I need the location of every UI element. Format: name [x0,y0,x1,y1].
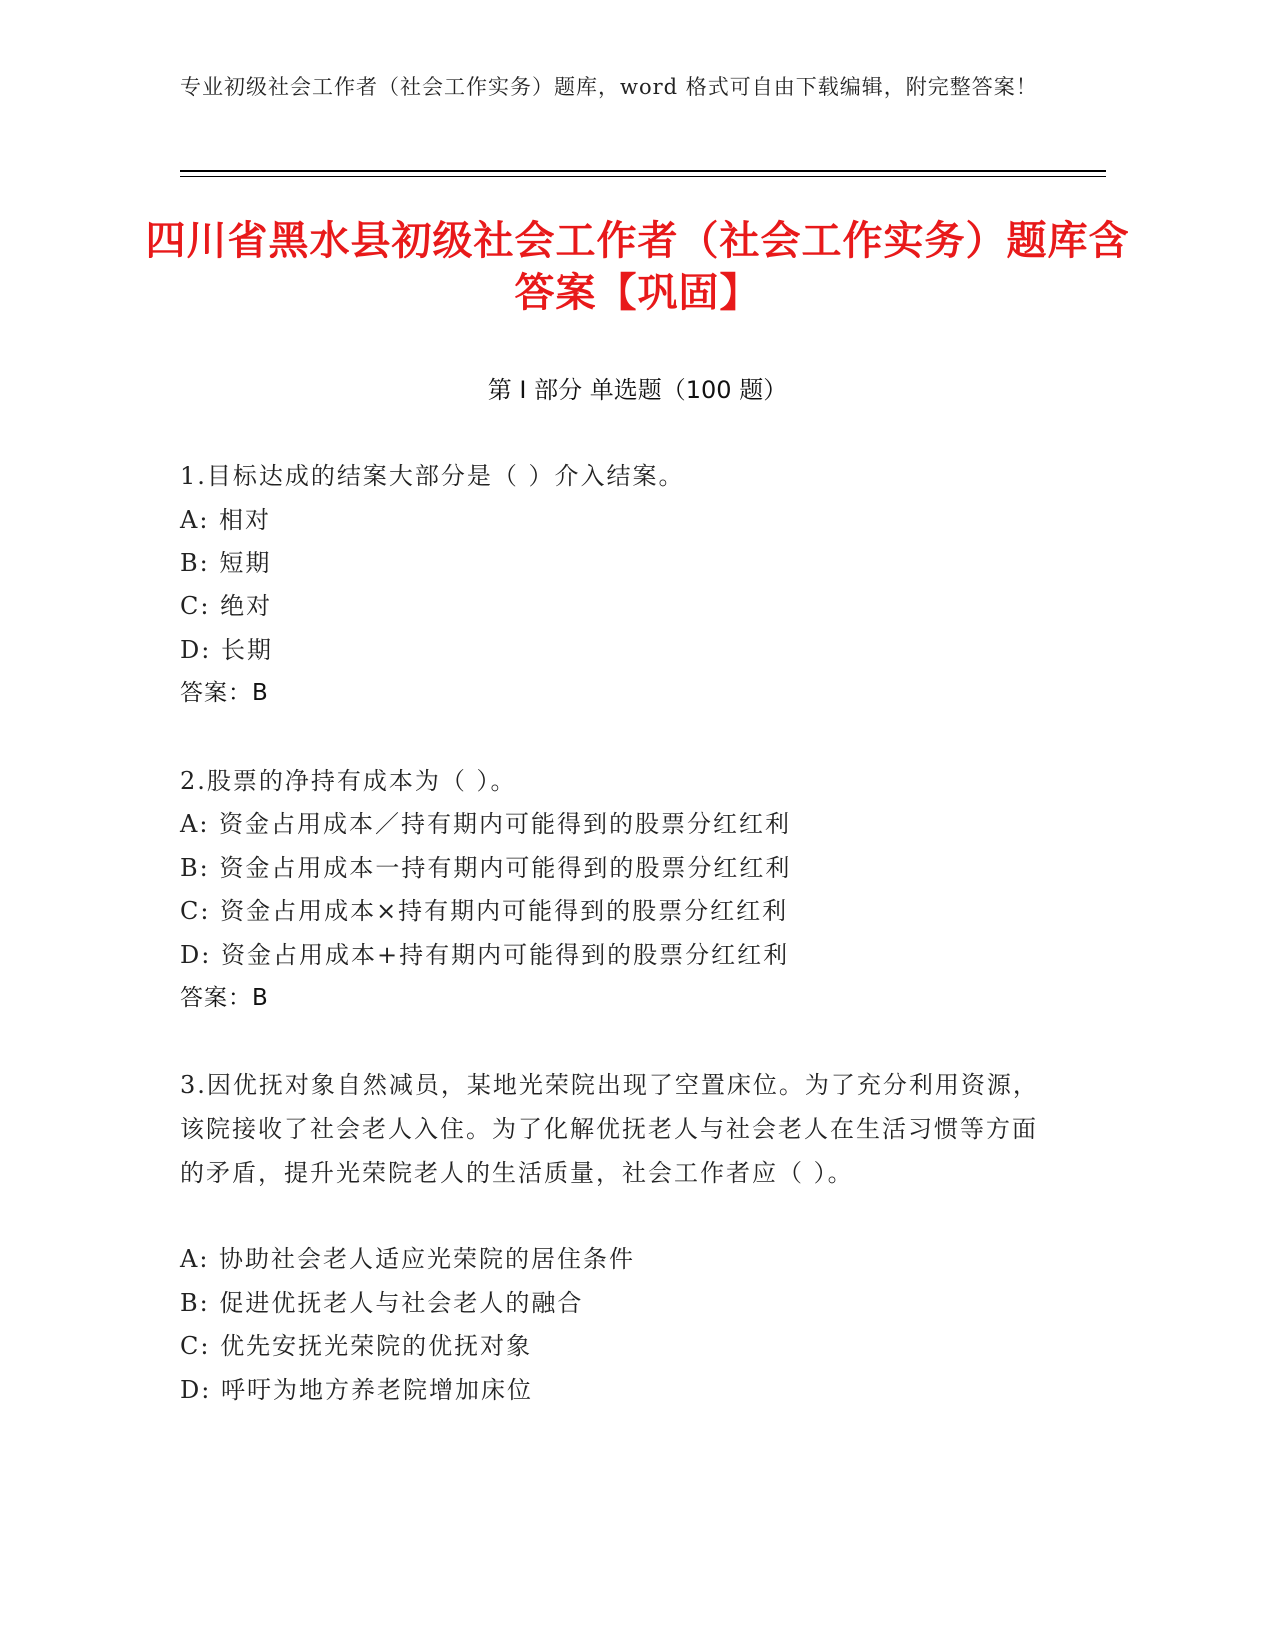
option-a: A: 资金占用成本／持有期内可能得到的股票分红红利 [180,810,792,838]
option-d: D: 长期 [180,636,273,664]
section-title: 第 I 部分 单选题（100 题） [487,376,788,404]
option-d: D: 呼吁为地方养老院增加床位 [180,1376,533,1404]
document-title: 四川省黑水县初级社会工作者（社会工作实务）题库含答案【巩固】 [145,218,1130,316]
question-stem: 3.因优抚对象自然减员，某地光荣院出现了空置床位。为了充分利用资源，该院接收了社会老人入住。为了化解优抚老人与社会老人在生活习惯等方面的矛盾，提升光荣院老人的生活质量，社会工作者应（ ）。 [180,1071,1039,1187]
option-c: C: 资金占用成本×持有期内可能得到的股票分红红利 [180,897,789,925]
option-c: C: 绝对 [180,592,273,620]
option-d: D: 资金占用成本+持有期内可能得到的股票分红红利 [180,941,790,969]
header-rule-thick [180,170,1106,172]
header-rule-thin [180,176,1106,177]
question-stem: 2.股票的净持有成本为（ ）。 [180,767,517,795]
answer: 答案：B [180,985,269,1011]
option-b: B: 资金占用成本一持有期内可能得到的股票分红红利 [180,854,792,882]
answer: 答案：B [180,680,269,706]
header-note: 专业初级社会工作者（社会工作实务）题库，word 格式可自由下载编辑，附完整答案！ [180,75,1038,99]
option-b: B: 促进优抚老人与社会老人的融合 [180,1289,584,1317]
option-b: B: 短期 [180,549,272,577]
question-stem: 1.目标达成的结案大部分是（ ）介入结案。 [180,462,685,490]
option-a: A: 协助社会老人适应光荣院的居住条件 [180,1245,636,1273]
option-c: C: 优先安抚光荣院的优抚对象 [180,1332,533,1360]
option-a: A: 相对 [180,506,272,534]
